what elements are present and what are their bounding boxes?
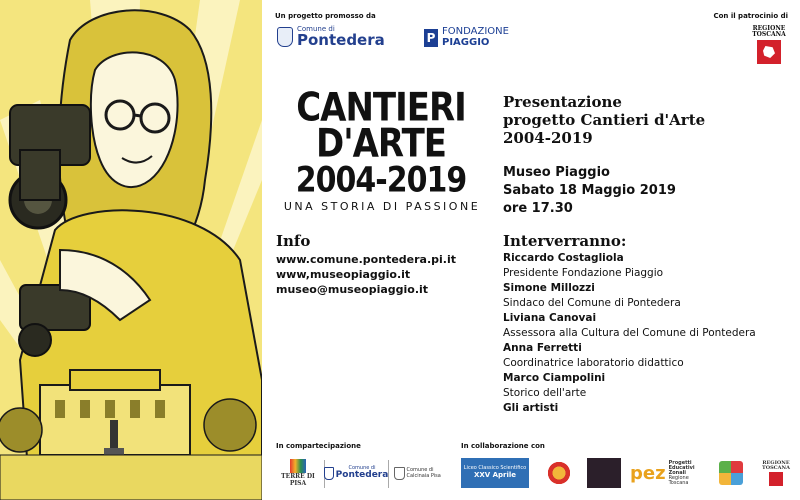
speakers-heading: Interverranno: <box>503 232 627 250</box>
presentation-line1: Presentazione <box>503 93 622 111</box>
speaker-name: Simone Millozzi <box>503 282 595 294</box>
pontedera-logo <box>277 26 385 48</box>
presentation-line3: 2004-2019 <box>503 129 593 147</box>
pontedera-footer-logo: Comune di Pontedera <box>328 458 384 488</box>
crest-icon <box>324 467 334 480</box>
toscana-line2: TOSCANA <box>752 31 786 38</box>
main-title <box>278 84 484 201</box>
pegasus-flag-icon <box>769 472 783 486</box>
speaker-name: Anna Ferretti <box>503 342 582 354</box>
pez-logo: pez Progetti Educativi Zonali Regione Toscana <box>630 459 695 486</box>
speaker-name: Riccardo Costagliola <box>503 252 624 264</box>
fondazione-piaggio-logo <box>424 27 509 48</box>
crest-icon <box>394 467 405 480</box>
pegasus-flag-icon <box>757 40 781 64</box>
event-date: Sabato 18 Maggio 2019 <box>503 183 676 198</box>
speaker-name: Liviana Canovai <box>503 312 597 324</box>
speaker-name: Gli artisti <box>503 402 559 414</box>
pontedera-name: Pontedera <box>297 31 385 49</box>
info-heading: Info <box>276 232 311 250</box>
info-website-link[interactable]: www.comune.pontedera.pi.it <box>276 253 456 266</box>
presentation-heading <box>503 93 705 147</box>
title-line2: D'ARTE <box>315 121 447 168</box>
event-time: ore 17.30 <box>503 201 573 216</box>
presentation-line2: progetto Cantieri d'Arte <box>503 111 706 129</box>
speaker-role: Sindaco del Comune di Pontedera <box>503 297 681 309</box>
speakers-list <box>503 251 756 416</box>
dark-square-logo <box>587 458 621 488</box>
calcinaia-logo: Comune di Calcinaia Pisa <box>391 458 449 488</box>
terre-di-pisa-logo: TERRE DI PISA <box>276 458 320 488</box>
info-museum-link[interactable]: www,museopiaggio.it <box>276 268 411 281</box>
patronage-label: Con il patrocinio di <box>713 12 788 20</box>
speaker-role: Storico dell'arte <box>503 387 587 399</box>
star-icon <box>546 460 572 486</box>
illustration-panel <box>0 0 262 500</box>
pontedera-small-text: Comune di <box>297 25 335 33</box>
speaker-name: Marco Ciampolini <box>503 372 606 384</box>
regione-toscana-logo <box>752 26 786 64</box>
piaggio-mark-icon: P <box>424 29 438 47</box>
festival-logo <box>539 458 579 488</box>
speaker-role: Presidente Fondazione Piaggio <box>503 267 664 279</box>
pez-mark-icon: pez <box>630 462 666 484</box>
info-list <box>276 252 456 297</box>
info-email-link[interactable]: museo@museopiaggio.it <box>276 283 429 296</box>
collaborazione-label: In collaborazione con <box>461 442 545 450</box>
divider <box>388 460 389 488</box>
regione-toscana-footer-logo: REGIONE TOSCANA <box>762 458 790 488</box>
liceo-logo: Liceo Classico Scientifico XXV Aprile <box>461 458 529 488</box>
subtitle: UNA STORIA DI PASSIONE <box>283 200 481 213</box>
crest-icon <box>277 27 293 47</box>
piaggio-line2: PIAGGIO <box>442 36 490 48</box>
illustration-artwork <box>0 0 262 500</box>
piaggio-line1: FONDAZIONE <box>442 26 509 37</box>
tower-icon <box>290 459 306 473</box>
compartecipazione-label: In compartecipazione <box>276 442 361 450</box>
speaker-role: Coordinatrice laboratorio didattico <box>503 357 684 369</box>
toscana-line1: REGIONE <box>752 25 786 32</box>
puzzle-icon <box>719 461 743 485</box>
title-line1: CANTIERI <box>296 84 466 131</box>
title-line3: 2004-2019 <box>295 159 467 201</box>
event-place: Museo Piaggio <box>503 165 610 180</box>
speaker-role: Assessora alla Cultura del Comune di Pontedera <box>503 327 756 339</box>
network-logo <box>707 458 755 488</box>
promoted-by-label: Un progetto promosso da <box>275 12 376 20</box>
event-details <box>503 164 676 218</box>
